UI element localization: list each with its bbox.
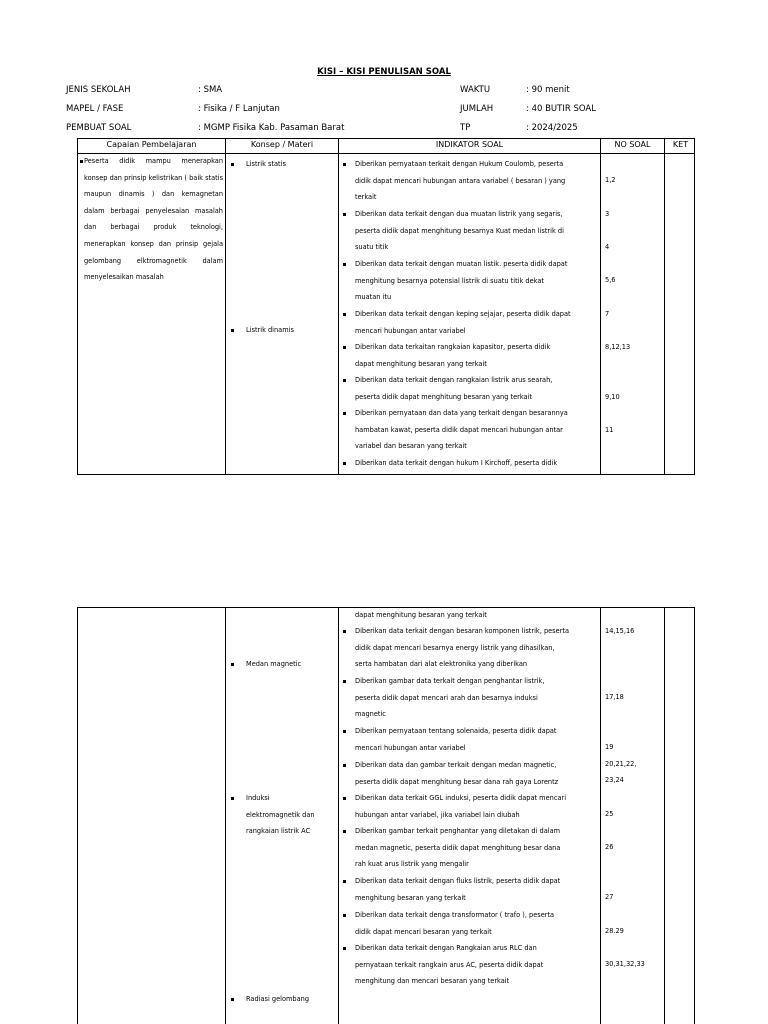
waktu-value: : 90 menit [526,85,570,95]
no-soal-value: 1,2 [605,176,616,184]
bullet-icon [343,462,346,465]
bullet-icon [343,797,346,800]
indikator-continuation: dapat menghitung besaran yang terkait [355,611,487,619]
indikator-line: serta hambatan dari alat elektronika yang diberikan [355,660,528,669]
no-soal-value: 26 [605,843,614,851]
indikator-line: Diberikan pernyataan terkait dengan Hukum Coulomb, peserta [355,160,564,168]
tp-label: TP [460,123,471,133]
no-soal-value: 20,21,22, [605,760,637,768]
no-soal-value: 25 [605,810,614,818]
kisi-table-page-1 [77,138,695,475]
header-no-soal: NO SOAL [614,140,651,149]
mapel-label: MAPEL / FASE [66,104,124,114]
bullet-icon [231,797,234,800]
indikator-line: peserta didik dapat menghitung besar dana rah gaya Lorentz [355,777,559,786]
jumlah-label: JUMLAH [460,104,494,114]
capaian-pembelajaran-cell [80,153,223,286]
konsep-item: Listrik dinamis [246,326,294,334]
konsep-item: Induksi [246,794,270,802]
indikator-line: Diberikan data terkait dengan Rangkaian arus RLC dan [355,944,537,952]
indikator-line: peserta didik dapat menghitung besaran yang terkait [355,392,532,401]
no-soal-value: 4 [605,243,610,251]
indikator-line: peserta didik dapat mencari arah dan besarnya induksi [355,693,538,702]
indikator-line: Diberikan pernyataan dan data yang terkait dengan besarannya [355,409,568,417]
indikator-line: magnetic [355,710,386,719]
indikator-line: hubungan antar variabel, jika variabel lain diubah [355,810,520,819]
indikator-line: mencari hubungan antar variabel [355,326,466,335]
pembuat-label: PEMBUAT SOAL [66,123,132,133]
indikator-line: Diberikan data terkait dengan fluks listrik, peserta didik dapat [355,877,561,885]
indikator-line: hambatan kawat, peserta didik dapat mencari hubungan antar [355,425,563,434]
konsep-item: Medan magnetic [246,660,302,668]
waktu-label: WAKTU [460,85,491,95]
no-soal-value: 3 [605,210,610,218]
bullet-icon [343,412,346,415]
bullet-icon [343,830,346,833]
bullet-icon [343,764,346,767]
indikator-line: variabel dan besaran yang terkait [355,442,467,451]
indikator-line: pernyataan terkait rangkain arus AC, peserta didik dapat [355,960,544,969]
bullet-icon [343,346,346,349]
mapel-value: : Fisika / F Lanjutan [198,104,280,114]
konsep-item: elektromagnetik dan [246,810,315,819]
bullet-icon [343,730,346,733]
header-ket: KET [672,140,689,149]
no-soal-value: 8,12,13 [605,343,631,351]
indikator-line: Diberikan data terkaitan rangkaian kapasitor, peserta didik [355,343,551,351]
document-title: KISI – KISI PENULISAN SOAL [317,67,451,77]
bullet-icon [343,947,346,950]
kisi-table-page-2 [77,607,695,1024]
konsep-item: Listrik statis [246,160,286,168]
indikator-line: Diberikan data dan gambar terkait dengan medan magnetic, [355,761,557,769]
indikator-line: Diberikan gambar data terkait dengan penghantar listrik, [355,677,545,685]
tp-value: : 2024/2025 [526,123,578,133]
indikator-line: Diberikan pernyataan tentang solenaida, peserta didik dapat [355,727,557,735]
indikator-line: Diberikan data terkait dengan keping sejajar, peserta didik dapat [355,310,571,318]
konsep-item: rangkaian listrik AC [246,827,311,836]
indikator-line: mencari hubungan antar variabel [355,743,466,752]
indikator-line: didik dapat mencari hubungan antara variabel ( besaran ) yang [355,176,566,185]
indikator-line: rah kuat arus listrik yang mengalir [355,860,469,869]
bullet-icon [343,680,346,683]
no-soal-value: 9,10 [605,393,620,401]
indikator-line: Diberikan data terkait dengan besaran komponen listrik, peserta [355,627,570,635]
indikator-line: muatan itu [355,293,392,302]
bullet-icon [343,163,346,166]
no-soal-value: 27 [605,893,614,901]
indikator-line: Diberikan data terkait denga transformator ( trafo ), peserta [355,911,555,919]
bullet-icon [231,998,234,1001]
indikator-line: Diberikan data terkait dengan muatan listik. peserta didik dapat [355,260,568,268]
indikator-line: dapat menghitung besaran yang terkait [355,359,487,368]
no-soal-value: 17,18 [605,693,624,701]
bullet-icon [343,213,346,216]
indikator-line: medan magnetic, peserta didik dapat menghitung besar dana [355,843,561,852]
indikator-line: menghitung besarnya potensial listrik di suatu titik dekat [355,276,544,285]
no-soal-value: 14,15,16 [605,627,635,635]
no-soal-value: 7 [605,310,610,318]
indikator-line: peserta didik dapat menghitung besarnya Kuat medan listrik di [355,226,564,235]
no-soal-value: 5,6 [605,276,616,284]
no-soal-value: 30,31,32,33 [605,960,645,968]
header-konsep: Konsep / Materi [250,140,314,149]
bullet-icon [231,663,234,666]
bullet-icon [231,163,234,166]
bullet-icon [80,160,83,163]
no-soal-value: 11 [605,426,614,434]
indikator-line: menghitung dan mencari besaran yang terkait [355,977,510,986]
indikator-line: Diberikan data terkait dengan rangkaian listrik arus searah, [355,376,553,384]
bullet-icon [343,630,346,633]
header-indikator: INDIKATOR SOAL [435,140,504,149]
konsep-item: Radiasi gelombang [246,995,310,1003]
indikator-line: Diberikan data terkait GGL induksi, peserta didik dapat mencari [355,794,567,802]
indikator-line: didik dapat mencari besarnya energy listrik yang dihasilkan, [355,643,555,652]
indikator-line: Diberikan data terkait dengan dua muatan listrik yang segaris, [355,210,563,218]
bullet-icon [343,914,346,917]
indikator-line: didik dapat mencari besaran yang terkait [355,927,492,936]
indikator-line: Diberikan data terkait dengan hukum I Kirchoff, peserta didik [355,459,558,467]
bullet-icon [231,329,234,332]
bullet-icon [343,880,346,883]
indikator-line: terkait [355,193,377,202]
jenis-sekolah-value: : SMA [198,85,223,95]
no-soal-value: 19 [605,743,614,751]
bullet-icon [343,313,346,316]
header-capaian: Capaian Pembelajaran [106,140,197,149]
no-soal-value: 23,24 [605,776,624,784]
indikator-line: menghitung besaran yang terkait [355,893,466,902]
indikator-line: suatu titik [355,243,389,252]
jenis-sekolah-label: JENIS SEKOLAH [66,85,131,95]
bullet-icon [343,263,346,266]
no-soal-value: 28.29 [605,927,624,935]
pembuat-value: : MGMP Fisika Kab. Pasaman Barat [198,123,345,133]
indikator-line: Diberikan gambar terkait penghantar yang diletakan di dalam [355,827,561,835]
bullet-icon [343,379,346,382]
jumlah-value: : 40 BUTIR SOAL [526,104,596,114]
capaian-text: Peserta didik mampu menerapkan konsep dan prinsip kelistrikan ( baik statis maupun dinamis ) dan kemagnetan dalam berbagai penyelesaian masalah dan berbagai produk teknologi, menerapkan konsep dan prinsip gejala gelombang elktromagnetik dalam menyelesaikan masalah [84,157,223,282]
